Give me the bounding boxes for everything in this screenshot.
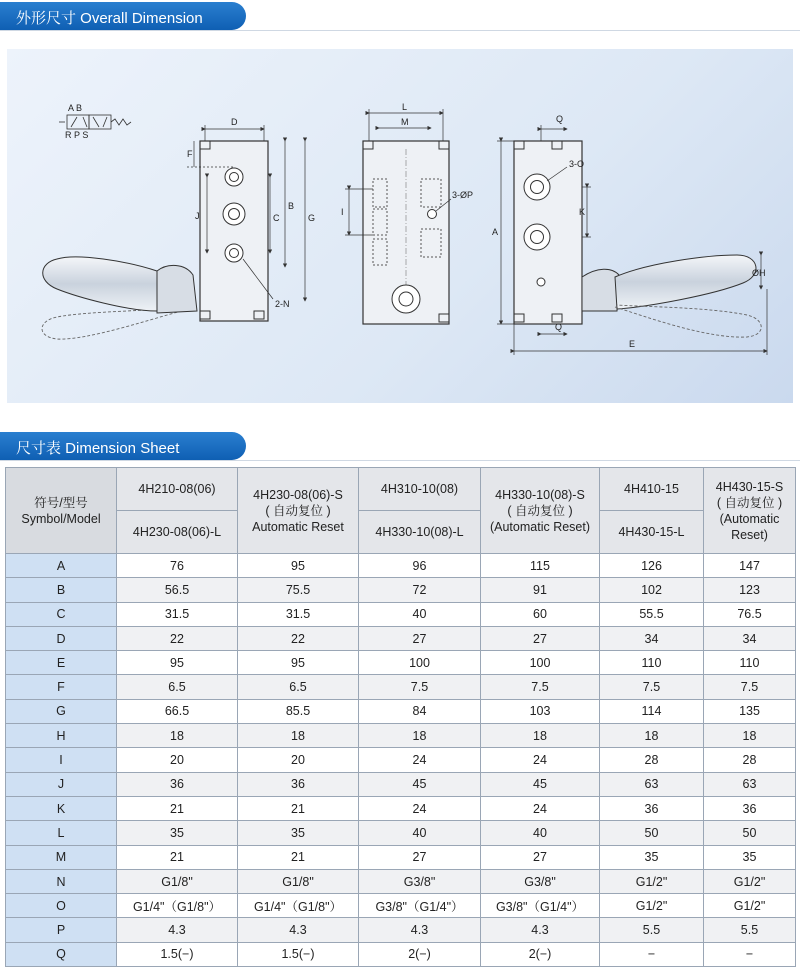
table-cell: − bbox=[600, 942, 704, 966]
table-cell: 34 bbox=[600, 626, 704, 650]
table-cell: 36 bbox=[704, 796, 796, 820]
table-row bbox=[6, 845, 796, 869]
table-row bbox=[6, 772, 796, 796]
table-cell: 76 bbox=[117, 554, 238, 578]
table-cell: 135 bbox=[704, 699, 796, 723]
section-title-overall: 外形尺寸 Overall Dimension bbox=[16, 10, 203, 27]
table-cell: 18 bbox=[704, 724, 796, 748]
table-cell: G1/8" bbox=[117, 869, 238, 893]
symbol-ports-top: A B bbox=[68, 103, 83, 113]
table-row bbox=[6, 796, 796, 820]
table-cell: 5.5 bbox=[704, 918, 796, 942]
header-model-2-line: Automatic Reset bbox=[252, 519, 344, 534]
table-row bbox=[6, 675, 796, 699]
table-cell: 36 bbox=[238, 772, 359, 796]
table-cell: 4.3 bbox=[359, 918, 481, 942]
dim-label-n: 2-N bbox=[275, 299, 290, 309]
table-cell: 115 bbox=[481, 554, 600, 578]
table-cell: 22 bbox=[238, 626, 359, 650]
row-symbol: P bbox=[6, 918, 117, 942]
table-cell: 27 bbox=[359, 845, 481, 869]
table-cell: 7.5 bbox=[704, 675, 796, 699]
header-corner bbox=[6, 468, 117, 554]
row-symbol: Q bbox=[6, 942, 117, 966]
header-model-3-bottom: 4H330-10(08)-L bbox=[359, 511, 481, 554]
table-row bbox=[6, 699, 796, 723]
header-model-4 bbox=[481, 468, 600, 554]
table-cell: 2(−) bbox=[359, 942, 481, 966]
table-cell: 36 bbox=[600, 796, 704, 820]
row-symbol: B bbox=[6, 578, 117, 602]
row-symbol: M bbox=[6, 845, 117, 869]
table-cell: 4.3 bbox=[117, 918, 238, 942]
table-cell: 27 bbox=[359, 626, 481, 650]
table-cell: 100 bbox=[481, 651, 600, 675]
table-cell: 102 bbox=[600, 578, 704, 602]
table-cell: 24 bbox=[481, 748, 600, 772]
table-cell: 76.5 bbox=[704, 602, 796, 626]
header-model-1-top: 4H210-08(06) bbox=[117, 468, 238, 511]
row-symbol: D bbox=[6, 626, 117, 650]
table-cell: 28 bbox=[704, 748, 796, 772]
table-cell: 66.5 bbox=[117, 699, 238, 723]
table-cell: G3/8"（G1/4"） bbox=[359, 894, 481, 918]
dim-label-q-top: Q bbox=[556, 114, 564, 124]
left-view-body bbox=[42, 141, 268, 339]
dim-label-g: G bbox=[308, 213, 316, 223]
table-cell: 100 bbox=[359, 651, 481, 675]
table-cell: 5.5 bbox=[600, 918, 704, 942]
header-model-6-line: ( 自动复位 ) bbox=[716, 495, 783, 510]
symbol-ports-bottom: R P S bbox=[65, 130, 89, 140]
table-cell: 103 bbox=[481, 699, 600, 723]
table-cell: 1.5(−) bbox=[117, 942, 238, 966]
table-cell: 63 bbox=[704, 772, 796, 796]
table-row bbox=[6, 651, 796, 675]
table-cell: G1/2" bbox=[704, 894, 796, 918]
table-cell: G3/8" bbox=[359, 869, 481, 893]
dim-label-e: E bbox=[629, 339, 636, 349]
technical-drawing bbox=[7, 49, 793, 403]
table-cell: 18 bbox=[359, 724, 481, 748]
table-cell: 21 bbox=[238, 845, 359, 869]
table-row bbox=[6, 724, 796, 748]
valve-symbol bbox=[59, 115, 131, 129]
dim-label-h: ØH bbox=[752, 268, 766, 278]
table-cell: 35 bbox=[600, 845, 704, 869]
dim-label-m: M bbox=[401, 117, 409, 127]
section-header-dimension-sheet bbox=[0, 432, 246, 460]
table-cell: 114 bbox=[600, 699, 704, 723]
table-cell: 126 bbox=[600, 554, 704, 578]
table-cell: 35 bbox=[238, 821, 359, 845]
table-row bbox=[6, 894, 796, 918]
table-cell: G3/8"（G1/4"） bbox=[481, 894, 600, 918]
header-model-2 bbox=[238, 468, 359, 554]
table-cell: G1/2" bbox=[600, 894, 704, 918]
section-title-sheet: 尺寸表 Dimension Sheet bbox=[16, 440, 180, 457]
table-cell: 6.5 bbox=[117, 675, 238, 699]
table-cell: 21 bbox=[117, 845, 238, 869]
table-cell: 55.5 bbox=[600, 602, 704, 626]
table-cell: 7.5 bbox=[600, 675, 704, 699]
row-symbol: N bbox=[6, 869, 117, 893]
table-cell: 63 bbox=[600, 772, 704, 796]
table-cell: 35 bbox=[117, 821, 238, 845]
corner-en: Symbol/Model bbox=[21, 511, 101, 526]
header-model-4-line: ( 自动复位 ) bbox=[507, 503, 573, 518]
table-cell: G1/8" bbox=[238, 869, 359, 893]
row-symbol: C bbox=[6, 602, 117, 626]
middle-view-body bbox=[363, 141, 449, 324]
table-cell: 4.3 bbox=[481, 918, 600, 942]
header-model-6-line: 4H430-15-S bbox=[715, 479, 784, 494]
table-cell: 22 bbox=[117, 626, 238, 650]
table-cell: 45 bbox=[359, 772, 481, 796]
row-symbol: J bbox=[6, 772, 117, 796]
dim-label-a: A bbox=[492, 227, 499, 237]
dim-label-d: D bbox=[231, 117, 238, 127]
row-symbol: H bbox=[6, 724, 117, 748]
table-cell: 31.5 bbox=[117, 602, 238, 626]
table-row bbox=[6, 626, 796, 650]
table-cell: 27 bbox=[481, 626, 600, 650]
header-model-4-line: 4H330-10(08)-S bbox=[495, 487, 585, 502]
table-cell: 75.5 bbox=[238, 578, 359, 602]
table-cell: 24 bbox=[359, 796, 481, 820]
dim-label-i: I bbox=[341, 207, 344, 217]
table-cell: 18 bbox=[600, 724, 704, 748]
table-row bbox=[6, 942, 796, 966]
table-row bbox=[6, 748, 796, 772]
table-cell: 95 bbox=[238, 554, 359, 578]
table-cell: 27 bbox=[481, 845, 600, 869]
table-cell: 72 bbox=[359, 578, 481, 602]
table-cell: 31.5 bbox=[238, 602, 359, 626]
row-symbol: G bbox=[6, 699, 117, 723]
header-model-6-line: Reset) bbox=[731, 527, 768, 542]
table-row bbox=[6, 602, 796, 626]
row-symbol: E bbox=[6, 651, 117, 675]
table-cell: 147 bbox=[704, 554, 796, 578]
table-cell: 6.5 bbox=[238, 675, 359, 699]
table-cell: 95 bbox=[117, 651, 238, 675]
row-symbol: A bbox=[6, 554, 117, 578]
table-cell: G3/8" bbox=[481, 869, 600, 893]
table-cell: 110 bbox=[600, 651, 704, 675]
table-cell: 20 bbox=[238, 748, 359, 772]
row-symbol: I bbox=[6, 748, 117, 772]
header-model-6-line: (Automatic bbox=[719, 511, 780, 526]
dim-label-b: B bbox=[288, 201, 295, 211]
table-cell: 36 bbox=[117, 772, 238, 796]
table-cell: G1/2" bbox=[704, 869, 796, 893]
section-header-overall-dimension bbox=[0, 2, 246, 30]
table-cell: 95 bbox=[238, 651, 359, 675]
table-cell: 2(−) bbox=[481, 942, 600, 966]
header-model-4-line: (Automatic Reset) bbox=[489, 519, 591, 534]
table-cell: 34 bbox=[704, 626, 796, 650]
table-cell: G1/4"（G1/8"） bbox=[117, 894, 238, 918]
dim-label-f: F bbox=[187, 149, 193, 159]
corner-zh: 符号/型号 bbox=[34, 495, 88, 510]
table-cell: 4.3 bbox=[238, 918, 359, 942]
dim-label-k: K bbox=[579, 207, 586, 217]
table-cell: 123 bbox=[704, 578, 796, 602]
header-model-3-top: 4H310-10(08) bbox=[359, 468, 481, 511]
table-cell: 84 bbox=[359, 699, 481, 723]
right-view-body bbox=[514, 141, 761, 337]
table-cell: 40 bbox=[359, 821, 481, 845]
table-row bbox=[6, 554, 796, 578]
table-row bbox=[6, 578, 796, 602]
table-cell: 18 bbox=[481, 724, 600, 748]
drawing-svg bbox=[7, 49, 793, 403]
table-cell: 85.5 bbox=[238, 699, 359, 723]
table-cell: 21 bbox=[117, 796, 238, 820]
table-cell: 24 bbox=[481, 796, 600, 820]
table-cell: 1.5(−) bbox=[238, 942, 359, 966]
table-cell: 60 bbox=[481, 602, 600, 626]
table-cell: 110 bbox=[704, 651, 796, 675]
dim-label-j: J bbox=[195, 211, 200, 221]
table-cell: 56.5 bbox=[117, 578, 238, 602]
dim-label-o: 3-O bbox=[569, 159, 585, 169]
table-cell: 7.5 bbox=[359, 675, 481, 699]
table-cell: 40 bbox=[359, 602, 481, 626]
header-model-2-line: 4H230-08(06)-S bbox=[253, 487, 343, 502]
table-body bbox=[6, 554, 796, 967]
table-cell: 45 bbox=[481, 772, 600, 796]
row-symbol: K bbox=[6, 796, 117, 820]
header-model-2-line: ( 自动复位 ) bbox=[265, 503, 331, 518]
header-model-1-bottom: 4H230-08(06)-L bbox=[117, 511, 238, 554]
dimension-table bbox=[5, 467, 796, 967]
header-model-5-top: 4H410-15 bbox=[600, 468, 704, 511]
table-cell: G1/4"（G1/8"） bbox=[238, 894, 359, 918]
header-model-5-bottom: 4H430-15-L bbox=[600, 511, 704, 554]
table-cell: 96 bbox=[359, 554, 481, 578]
table-cell: 40 bbox=[481, 821, 600, 845]
row-symbol: F bbox=[6, 675, 117, 699]
table-cell: 50 bbox=[704, 821, 796, 845]
divider bbox=[0, 460, 800, 461]
table-cell: 21 bbox=[238, 796, 359, 820]
dim-label-c: C bbox=[273, 213, 280, 223]
table-cell: 28 bbox=[600, 748, 704, 772]
table-cell: 50 bbox=[600, 821, 704, 845]
table-cell: 7.5 bbox=[481, 675, 600, 699]
table-row bbox=[6, 918, 796, 942]
table-cell: 24 bbox=[359, 748, 481, 772]
dim-label-l: L bbox=[402, 102, 408, 112]
dim-label-p: 3-ØP bbox=[452, 190, 474, 200]
table-row bbox=[6, 869, 796, 893]
table-cell: G1/2" bbox=[600, 869, 704, 893]
table-cell: 18 bbox=[238, 724, 359, 748]
table-cell: − bbox=[704, 942, 796, 966]
table-row bbox=[6, 821, 796, 845]
row-symbol: O bbox=[6, 894, 117, 918]
table-cell: 20 bbox=[117, 748, 238, 772]
dim-label-q-bottom: Q bbox=[555, 322, 563, 332]
header-model-6 bbox=[704, 468, 796, 554]
divider bbox=[0, 30, 800, 31]
table-cell: 18 bbox=[117, 724, 238, 748]
row-symbol: L bbox=[6, 821, 117, 845]
table-cell: 35 bbox=[704, 845, 796, 869]
table-cell: 91 bbox=[481, 578, 600, 602]
